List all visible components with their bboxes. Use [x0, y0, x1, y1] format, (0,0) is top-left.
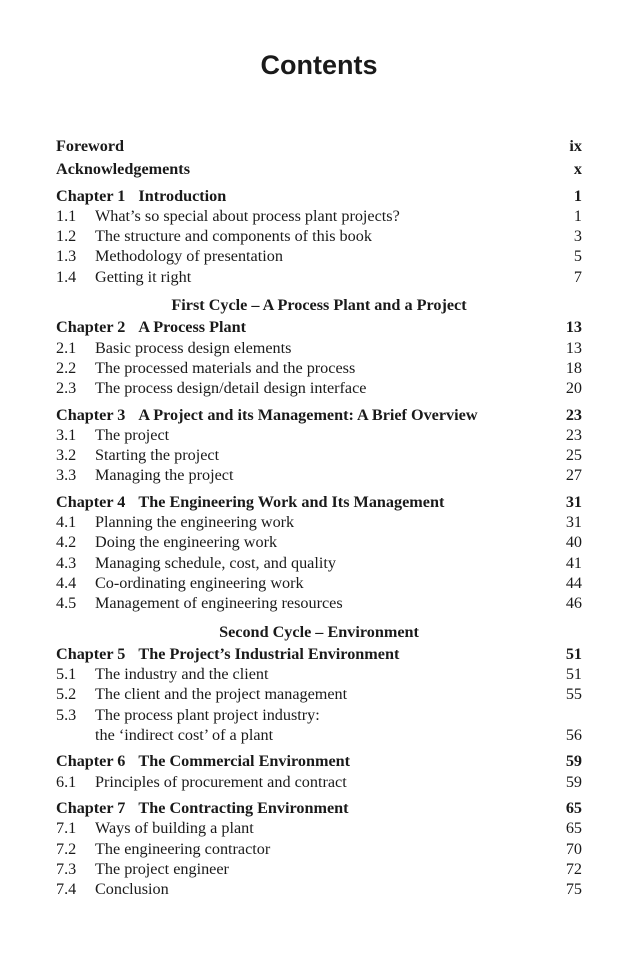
- section-number: 2.3: [56, 379, 77, 398]
- section-title: Ways of building a plant: [95, 819, 254, 838]
- section-title: Basic process design elements: [95, 338, 292, 357]
- section-number: 7.4: [56, 880, 77, 899]
- section-number: 2.2: [56, 358, 77, 377]
- toc-section[interactable]: [56, 512, 582, 532]
- section-number: 7.1: [56, 819, 77, 838]
- section-number: 3.2: [56, 446, 77, 465]
- chapter-page: 13: [565, 318, 582, 337]
- section-title: The project: [95, 425, 170, 444]
- section-page: 46: [565, 594, 582, 613]
- entry-title: Foreword: [56, 137, 125, 155]
- section-title: Planning the engineering work: [95, 513, 295, 532]
- chapter-number: Chapter 1: [56, 186, 126, 205]
- section-page: 5: [573, 247, 582, 266]
- section-page: 44: [565, 573, 582, 592]
- toc-section[interactable]: [56, 879, 582, 899]
- section-page: 3: [573, 227, 582, 246]
- chapter-page: 65: [565, 798, 582, 817]
- chapter-page: 1: [573, 186, 582, 205]
- page-title: Contents: [260, 50, 378, 80]
- section-number: 6.1: [56, 772, 77, 791]
- toc-section[interactable]: [56, 593, 582, 613]
- toc-section[interactable]: [56, 705, 582, 725]
- chapter-title: A Process Plant: [138, 318, 247, 337]
- chapter-title: Introduction: [138, 186, 227, 205]
- toc-section[interactable]: [56, 573, 582, 593]
- section-page: 31: [565, 513, 582, 532]
- chapter-page: 51: [565, 644, 582, 663]
- section-page: 75: [565, 880, 582, 899]
- table-of-contents: [56, 136, 582, 899]
- section-title: Doing the engineering work: [95, 533, 278, 552]
- section-title: What’s so special about process plant projects?: [95, 206, 400, 225]
- section-title: The processed materials and the process: [95, 358, 356, 377]
- section-number: 1.1: [56, 206, 77, 225]
- section-title: The process design/detail design interface: [95, 379, 367, 398]
- section-title: The engineering contractor: [95, 839, 271, 858]
- chapter-number: Chapter 6: [56, 752, 126, 771]
- toc-section[interactable]: [56, 445, 582, 465]
- toc-section[interactable]: [56, 839, 582, 859]
- section-title: Co-ordinating engineering work: [95, 573, 304, 592]
- section-title: Methodology of presentation: [95, 247, 283, 266]
- chapter-number: Chapter 4: [56, 492, 126, 511]
- toc-section[interactable]: [56, 532, 582, 552]
- entry-title: Acknowledgements: [56, 160, 190, 179]
- section-title: Getting it right: [95, 267, 192, 286]
- section-page: 65: [565, 819, 582, 838]
- chapter-number: Chapter 3: [56, 405, 126, 424]
- section-number: 1.4: [56, 267, 77, 286]
- section-number: 4.1: [56, 513, 77, 532]
- chapter-page: 31: [565, 492, 582, 511]
- toc-section[interactable]: [56, 358, 582, 378]
- cycle-heading-second: Second Cycle – Environment: [219, 622, 419, 641]
- toc-chapter-2[interactable]: [56, 317, 582, 337]
- chapter-title: A Project and its Management: A Brief Overview: [138, 405, 478, 424]
- toc-section[interactable]: [56, 267, 582, 287]
- toc-section[interactable]: [56, 684, 582, 704]
- toc-section[interactable]: [56, 664, 582, 684]
- section-page: 18: [565, 358, 582, 377]
- section-number: 1.2: [56, 227, 77, 246]
- section-number: 5.3: [56, 705, 77, 724]
- section-page: 70: [565, 839, 582, 858]
- toc-chapter-5[interactable]: [56, 644, 582, 664]
- section-title: The structure and components of this book: [95, 227, 372, 246]
- entry-page: ix: [569, 137, 582, 155]
- section-number: 5.1: [56, 665, 77, 684]
- section-title: Managing the project: [95, 466, 234, 485]
- section-page: 41: [565, 553, 582, 572]
- section-number: 4.5: [56, 594, 77, 613]
- section-title: The project engineer: [95, 859, 229, 878]
- section-title: Principles of procurement and contract: [95, 772, 347, 791]
- toc-section[interactable]: [56, 206, 582, 226]
- cycle-heading-first: First Cycle – A Process Plant and a Project: [171, 296, 467, 315]
- toc-section-continuation[interactable]: [56, 725, 582, 745]
- section-page: 25: [565, 446, 582, 465]
- section-title: The client and the project management: [95, 685, 348, 704]
- chapter-title: The Engineering Work and Its Management: [138, 492, 445, 511]
- section-title: Management of engineering resources: [95, 594, 343, 613]
- toc-section[interactable]: [56, 246, 582, 266]
- chapter-number: Chapter 2: [56, 318, 126, 337]
- chapter-number: Chapter 5: [56, 644, 126, 663]
- section-page: 23: [565, 425, 582, 444]
- toc-section[interactable]: [56, 465, 582, 485]
- chapter-title: The Project’s Industrial Environment: [138, 644, 400, 663]
- toc-section[interactable]: [56, 378, 582, 398]
- section-number: 4.3: [56, 553, 77, 572]
- section-number: 1.3: [56, 247, 77, 266]
- toc-section[interactable]: [56, 425, 582, 445]
- section-page: 72: [565, 859, 582, 878]
- section-title: The industry and the client: [95, 665, 269, 684]
- section-number: 3.1: [56, 425, 77, 444]
- section-number: 5.2: [56, 685, 77, 704]
- section-page: 1: [573, 206, 582, 225]
- section-page: 27: [565, 466, 582, 485]
- toc-section[interactable]: [56, 226, 582, 246]
- toc-section[interactable]: [56, 553, 582, 573]
- chapter-page: 59: [565, 752, 582, 771]
- section-number: 3.3: [56, 466, 77, 485]
- section-title: Conclusion: [95, 880, 169, 899]
- chapter-title: The Contracting Environment: [138, 798, 349, 817]
- section-page: 56: [565, 726, 582, 745]
- chapter-page: 23: [565, 405, 582, 424]
- chapter-title: The Commercial Environment: [138, 752, 351, 771]
- section-title: The process plant project industry:: [95, 705, 320, 724]
- toc-chapter-7[interactable]: [56, 798, 582, 818]
- toc-chapter-3[interactable]: [56, 405, 582, 425]
- toc-chapter-1[interactable]: [56, 186, 582, 206]
- section-number: 4.2: [56, 533, 77, 552]
- section-number: 2.1: [56, 338, 77, 357]
- section-number: 4.4: [56, 573, 77, 592]
- section-title-continued: the ‘indirect cost’ of a plant: [95, 726, 274, 745]
- section-page: 13: [565, 338, 582, 357]
- toc-entry-foreword[interactable]: [56, 136, 582, 156]
- section-title: Starting the project: [95, 446, 220, 465]
- chapter-number: Chapter 7: [56, 798, 126, 817]
- section-page: 55: [565, 685, 582, 704]
- section-page: 51: [565, 665, 582, 684]
- section-page: 40: [565, 533, 582, 552]
- section-page: 59: [565, 772, 582, 791]
- section-page: 20: [565, 379, 582, 398]
- section-page: 7: [573, 267, 582, 286]
- section-title: Managing schedule, cost, and quality: [95, 553, 336, 572]
- toc-section[interactable]: [56, 818, 582, 838]
- toc-chapter-6[interactable]: [56, 751, 582, 771]
- toc-entry-acknowledgements[interactable]: [56, 159, 582, 179]
- toc-section[interactable]: [56, 772, 582, 792]
- toc-chapter-4[interactable]: [56, 492, 582, 512]
- toc-section[interactable]: [56, 859, 582, 879]
- section-number: 7.3: [56, 859, 77, 878]
- entry-page: x: [573, 160, 582, 179]
- toc-section[interactable]: [56, 338, 582, 358]
- section-number: 7.2: [56, 839, 77, 858]
